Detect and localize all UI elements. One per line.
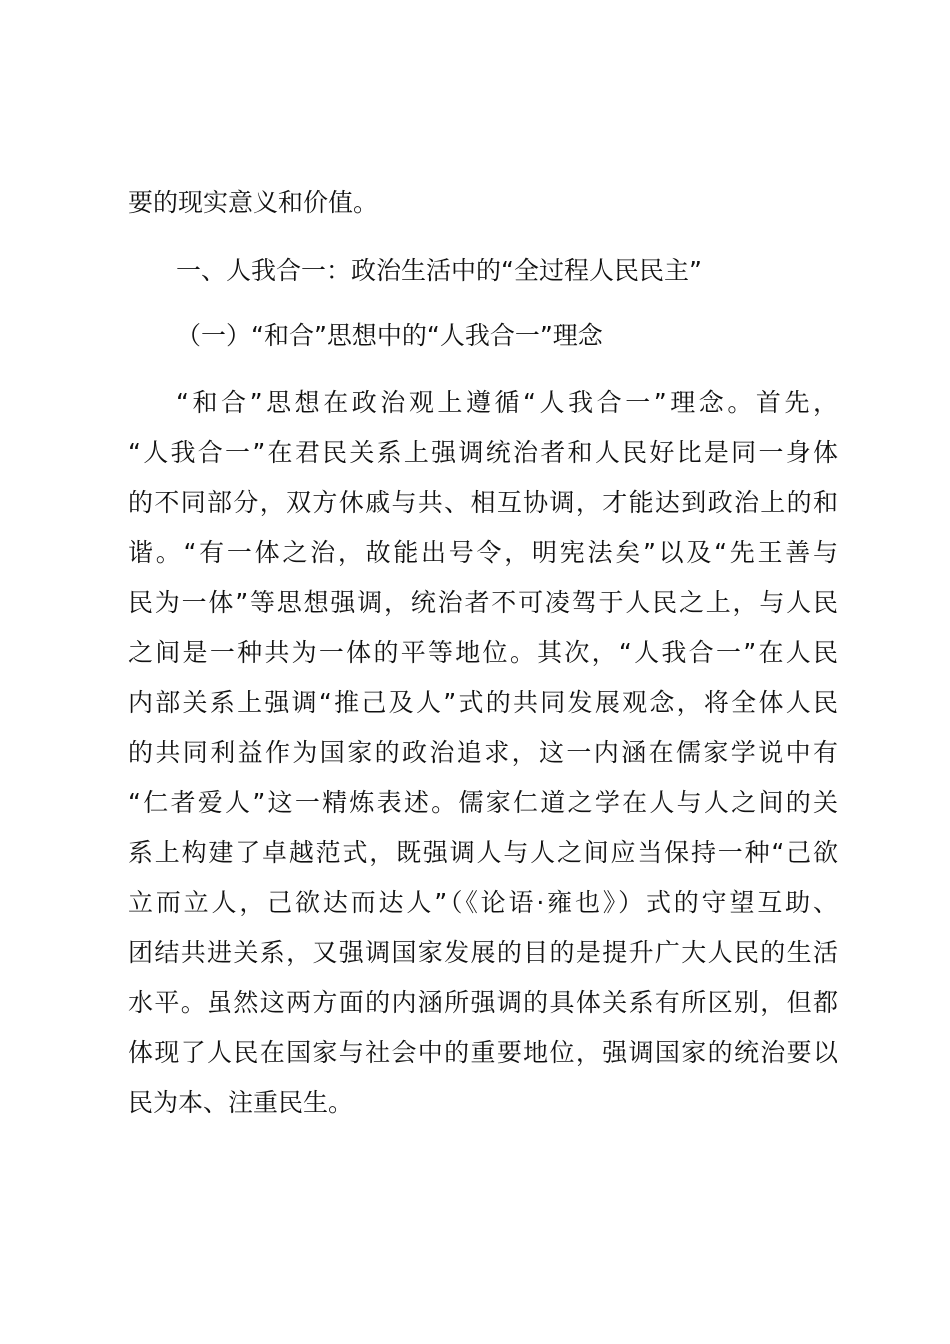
- paragraph-line: 团结共进关系，又强调国家发展的目的是提升广大人民的生活: [128, 938, 838, 967]
- paragraph-line: 之间是一种共为一体的平等地位。其次，“人我合一”在人民: [128, 638, 838, 667]
- paragraph-line: 民为一体”等思想强调，统治者不可凌驾于人民之上，与人民: [128, 588, 838, 617]
- paragraph-line: 的共同利益作为国家的政治追求，这一内涵在儒家学说中有: [128, 738, 838, 767]
- paragraph-line: 内部关系上强调“推己及人”式的共同发展观念，将全体人民: [128, 688, 838, 717]
- paragraph-line: “人我合一”在君民关系上强调统治者和人民好比是同一身体: [128, 438, 838, 467]
- paragraph-line: 系上构建了卓越范式，既强调人与人之间应当保持一种“己欲: [128, 838, 838, 867]
- paragraph-line: “和合”思想在政治观上遵循“人我合一”理念。首先，: [176, 388, 838, 417]
- paragraph-line: 水平。虽然这两方面的内涵所强调的具体关系有所区别，但都: [128, 988, 838, 1017]
- paragraph-line: “仁者爱人”这一精炼表述。儒家仁道之学在人与人之间的关: [128, 788, 838, 817]
- paragraph-line: 的不同部分，双方休戚与共、相互协调，才能达到政治上的和: [128, 488, 838, 517]
- paragraph-line: 谐。“有一体之治，故能出号令，明宪法矣”以及“先王善与: [128, 538, 838, 567]
- subsection-heading: （一）“和合”思想中的“人我合一”理念: [176, 321, 603, 350]
- continuation-line: 要的现实意义和价值。: [128, 188, 379, 217]
- paragraph-line: 民为本、注重民生。: [128, 1088, 354, 1117]
- paragraph-line: 体现了人民在国家与社会中的重要地位，强调国家的统治要以: [128, 1038, 838, 1067]
- section-heading: 一、人我合一：政治生活中的“全过程人民民主”: [176, 256, 702, 285]
- paragraph-line: 立而立人，己欲达而达人”（《论语·雍也》）式的守望互助、: [128, 888, 838, 917]
